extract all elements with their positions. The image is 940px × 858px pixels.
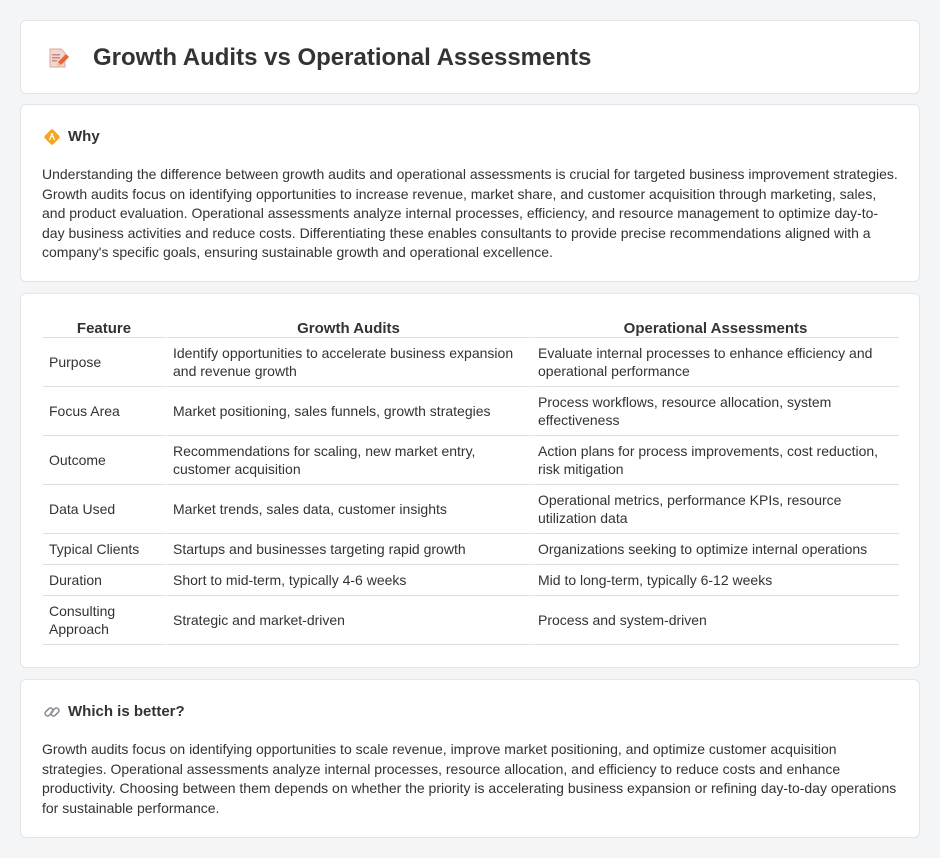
diamond-sign-icon	[43, 128, 61, 146]
operational-cell: Action plans for process improvements, cost reduction, risk mitigation	[530, 436, 899, 485]
growth-cell: Startups and businesses targeting rapid growth	[165, 534, 530, 565]
table-row	[43, 534, 899, 565]
which-is-better-section	[20, 679, 920, 838]
growth-cell: Identify opportunities to accelerate business expansion and revenue growth	[165, 338, 530, 387]
better-heading-row	[43, 702, 185, 722]
operational-cell: Operational metrics, performance KPIs, resource utilization data	[530, 485, 899, 534]
table-row	[43, 387, 899, 436]
feature-cell: Outcome	[43, 436, 165, 485]
table-row	[43, 485, 899, 534]
why-heading-row	[43, 127, 100, 147]
table-row	[43, 565, 899, 596]
link-icon	[43, 703, 61, 721]
table-row	[43, 338, 899, 387]
growth-cell: Market positioning, sales funnels, growth strategies	[165, 387, 530, 436]
better-heading: Which is better?	[68, 703, 185, 720]
feature-cell: Focus Area	[43, 387, 165, 436]
feature-cell: Typical Clients	[43, 534, 165, 565]
header-growth-audits: Growth Audits	[165, 316, 530, 338]
why-body: Understanding the difference between growth audits and operational assessments is crucial for targeted business improvement strategies. Growth audits focus on identifying opportunities to increase revenue, market share, and customer acquisition through marketing, sales, and product evaluation. Operational assessments analyze internal processes, efficiency, and resource management to optimize day-to-day business activities and reduce costs. Differentiating these enables consultants to provide precise recommendations aligned with a company's specific goals, ensuring sustainable growth and operational excellence.	[42, 166, 898, 261]
page-title: Growth Audits vs Operational Assessments	[93, 44, 592, 71]
header-feature: Feature	[43, 316, 165, 338]
document-pencil-icon	[47, 47, 69, 69]
feature-cell: Purpose	[43, 338, 165, 387]
comparison-table	[43, 316, 899, 645]
why-heading: Why	[68, 128, 100, 145]
growth-cell: Recommendations for scaling, new market entry, customer acquisition	[165, 436, 530, 485]
operational-cell: Mid to long-term, typically 6-12 weeks	[530, 565, 899, 596]
comparison-section	[20, 293, 920, 668]
growth-cell: Strategic and market-driven	[165, 596, 530, 645]
operational-cell: Process workflows, resource allocation, system effectiveness	[530, 387, 899, 436]
why-section	[20, 104, 920, 282]
operational-cell: Evaluate internal processes to enhance efficiency and operational performance	[530, 338, 899, 387]
header-operational-assessments: Operational Assessments	[530, 316, 899, 338]
feature-cell: Consulting Approach	[43, 596, 165, 645]
table-header-row	[43, 316, 899, 338]
growth-cell: Market trends, sales data, customer insights	[165, 485, 530, 534]
table-row	[43, 596, 899, 645]
feature-cell: Data Used	[43, 485, 165, 534]
growth-cell: Short to mid-term, typically 4-6 weeks	[165, 565, 530, 596]
header-card	[20, 20, 920, 94]
operational-cell: Process and system-driven	[530, 596, 899, 645]
operational-cell: Organizations seeking to optimize internal operations	[530, 534, 899, 565]
better-body: Growth audits focus on identifying opportunities to scale revenue, improve market positioning, and optimize customer acquisition strategies. Operational assessments analyze internal processes, resource allocation, and efficiency to reduce costs and enhance productivity. Choosing between them depends on whether the priority is accelerating business expansion or refining day-to-day operations for sustainable performance.	[42, 741, 897, 816]
table-row	[43, 436, 899, 485]
feature-cell: Duration	[43, 565, 165, 596]
